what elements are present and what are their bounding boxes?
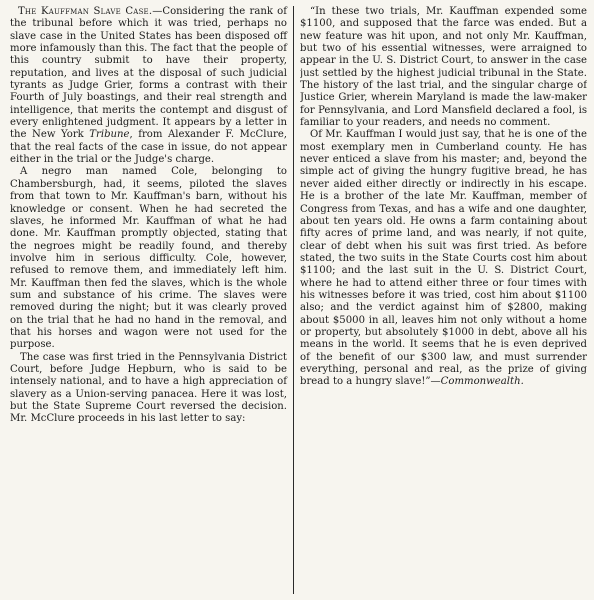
quote-paragraph-1: “In these two trials, Mr. Kauffman expended some $1100, and supposed that the farce was ended. But a new feature was hit upon, and not only Mr. Kauffman, but two of his essential witnesses, were arraigned to appear in the U. S. District Court, to answer in the case just settled by the highest judicial tribunal in the State. The history of the last trial, and the singular charge of Justice Grier, wherein Maryland is made the law-maker for Pennsylvania, and Lord Mansfield declared a fool, is familiar to your readers, and needs no comment. — [300, 6, 587, 129]
paragraph-1-text: —Considering the rank of the tribunal before which it was tried, perhaps no slave case in the United States has been disposed off more infamously than this. The fact that the people of this country submit to have their property, reputation, and lives at the disposal of such judicial tyrants as Judge Grier, forms a contrast with their Fourth of July boastings, and their real strength and intelligence, that merits the contempt and disgust of every enlightened judgment. It appears by a letter in the New York — [10, 6, 287, 141]
right-column — [300, 6, 587, 594]
left-column — [10, 6, 293, 594]
paragraph-3: The case was first tried in the Pennsylvania District Court, before Judge Hepburn, who is said to be intensely national, and to have a high appreciation of slavery as a Union-serving panacea. Here it was lost, but the State Supreme Court reversed the decision. Mr. McClure proceeds in his last letter to say: — [10, 351, 287, 425]
article-columns — [10, 6, 588, 594]
paragraph-1 — [10, 6, 287, 166]
quote-paragraph-2-text: Of Mr. Kauffman I would just say, that he is one of the most exemplary men in Cumberland county. He has never enticed a slave from his master; and, beyond the simple act of giving the hungry fugitive bread, he has never aided either directly or indirectly in his escape. He is a brother of the late Mr. Kauffman, member of Congress from Texas, and has a wife and one daughter, about ten years old. He owns a farm containing about fifty acres of prime land, and was nearly, if not quite, clear of debt when his suit was first tried. As before stated, the two suits in the State Courts cost him about $1100; and the last suit in the U. S. District Court, where he had to attend either three or four times with his witnesses before it was tried, cost him about $1100 also; and the verdict against him of $2800, making about $5000 in all, leaves him not only without a home or property, but absolutely $1000 in debt, above all his means in the world. It seems that he is even deprived of the benefit of our $300 law, and must surrender everything, personal and real, as the prize of giving bread to a hungry slave!” — [300, 129, 587, 388]
column-divider — [293, 6, 294, 594]
quote-paragraph-2 — [300, 129, 587, 388]
paragraph-1-tail: , from Alexander F. McClure, that the real facts of the case in issue, do not appear either in the trial or the Judge's charge. — [10, 129, 288, 166]
newspaper-name: Tribune — [89, 129, 130, 141]
source-attribution: —Commonwealth. — [430, 376, 524, 388]
article-headline: The Kauffman Slave Case. — [18, 6, 153, 17]
paragraph-2: A negro man named Cole, belonging to Chambersburgh, had, it seems, piloted the slaves from that town to Mr. Kauffman's barn, without his knowledge or consent. When he had secreted the slaves, he informed Mr. Kauffman of what he had done. Mr. Kauffman promptly objected, stating that the negroes might be readily found, and thereby involve him in serious difficulty. Cole, however, refused to remove them, and immediately left him. Mr. Kauffman then fed the slaves, which is the whole sum and substance of his crime. The slaves were removed during the night; but it was clearly proved on the trial that he had no hand in the removal, and that his horses and wagon were not used for the purpose. — [10, 166, 287, 351]
